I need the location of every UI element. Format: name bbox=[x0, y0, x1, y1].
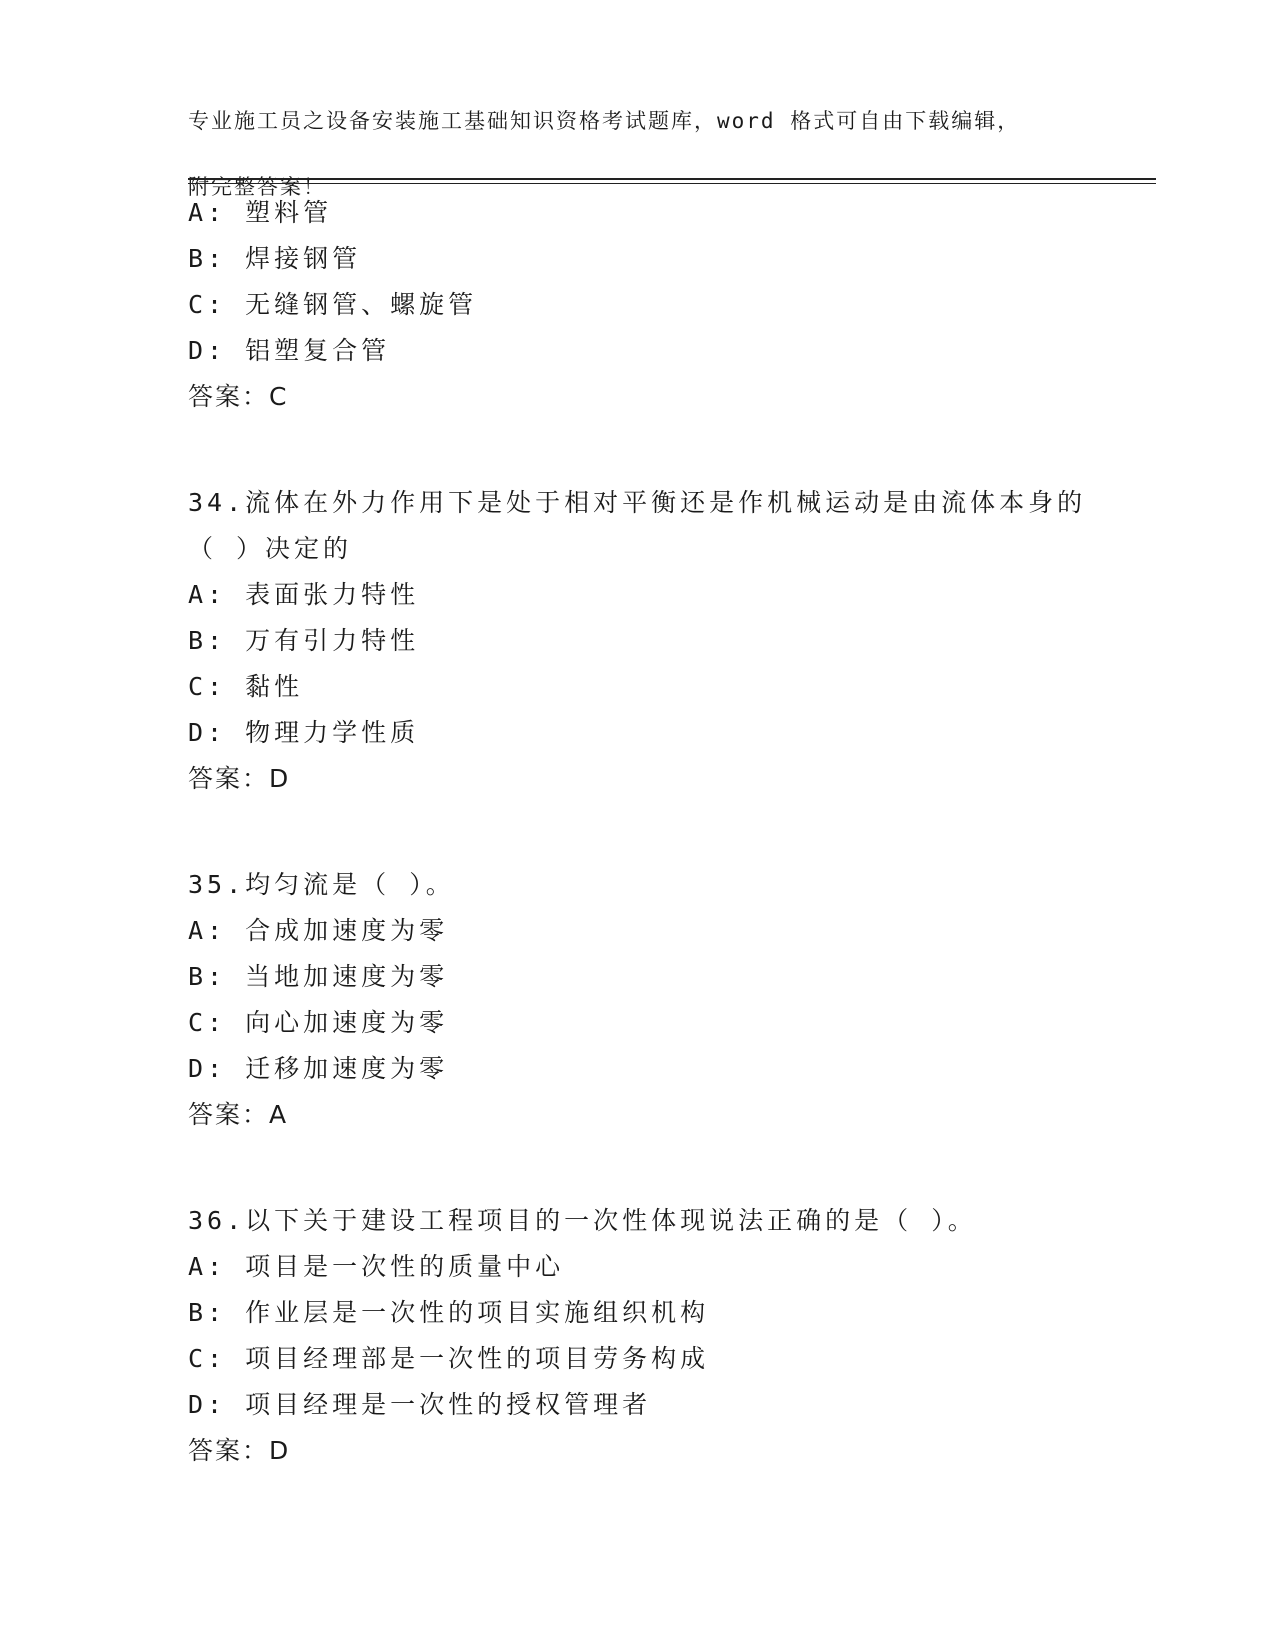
partial-question bbox=[188, 190, 1156, 420]
option-d: D: 铝塑复合管 bbox=[188, 336, 391, 365]
option-c: C: 黏性 bbox=[188, 672, 304, 701]
answer: 答案：A bbox=[188, 1100, 289, 1129]
option-b: B: 当地加速度为零 bbox=[188, 962, 449, 991]
header-divider bbox=[188, 178, 1156, 184]
question-36 bbox=[188, 1198, 1156, 1474]
header-line-1: 专业施工员之设备安装施工基础知识资格考试题库，word 格式可自由下载编辑， bbox=[188, 109, 1021, 133]
spacer bbox=[188, 420, 1156, 480]
question-stem: 36.以下关于建设工程项目的一次性体现说法正确的是（ ）。 bbox=[188, 1206, 977, 1235]
option-d: D: 项目经理是一次性的授权管理者 bbox=[188, 1390, 652, 1419]
answer: 答案：C bbox=[188, 382, 289, 411]
option-a: A: 表面张力特性 bbox=[188, 580, 420, 609]
question-34 bbox=[188, 480, 1156, 802]
spacer bbox=[188, 802, 1156, 862]
spacer bbox=[188, 1138, 1156, 1198]
option-a: A: 塑料管 bbox=[188, 198, 333, 227]
option-c: C: 向心加速度为零 bbox=[188, 1008, 449, 1037]
question-35 bbox=[188, 862, 1156, 1138]
option-c: C: 项目经理部是一次性的项目劳务构成 bbox=[188, 1344, 710, 1373]
answer: 答案：D bbox=[188, 764, 291, 793]
question-stem: 34.流体在外力作用下是处于相对平衡还是作机械运动是由流体本身的 bbox=[188, 488, 1087, 517]
option-a: A: 合成加速度为零 bbox=[188, 916, 449, 945]
option-d: D: 物理力学性质 bbox=[188, 718, 420, 747]
header-line-2: 附完整答案！ bbox=[188, 175, 326, 199]
question-list bbox=[188, 190, 1156, 1474]
option-b: B: 作业层是一次性的项目实施组织机构 bbox=[188, 1298, 710, 1327]
option-b: B: 万有引力特性 bbox=[188, 626, 420, 655]
question-stem-continued: （ ）决定的 bbox=[188, 534, 353, 563]
option-a: A: 项目是一次性的质量中心 bbox=[188, 1252, 565, 1281]
option-b: B: 焊接钢管 bbox=[188, 244, 362, 273]
answer: 答案：D bbox=[188, 1436, 291, 1465]
option-d: D: 迁移加速度为零 bbox=[188, 1054, 449, 1083]
option-c: C: 无缝钢管、螺旋管 bbox=[188, 290, 478, 319]
question-stem: 35.均匀流是（ ）。 bbox=[188, 870, 455, 899]
